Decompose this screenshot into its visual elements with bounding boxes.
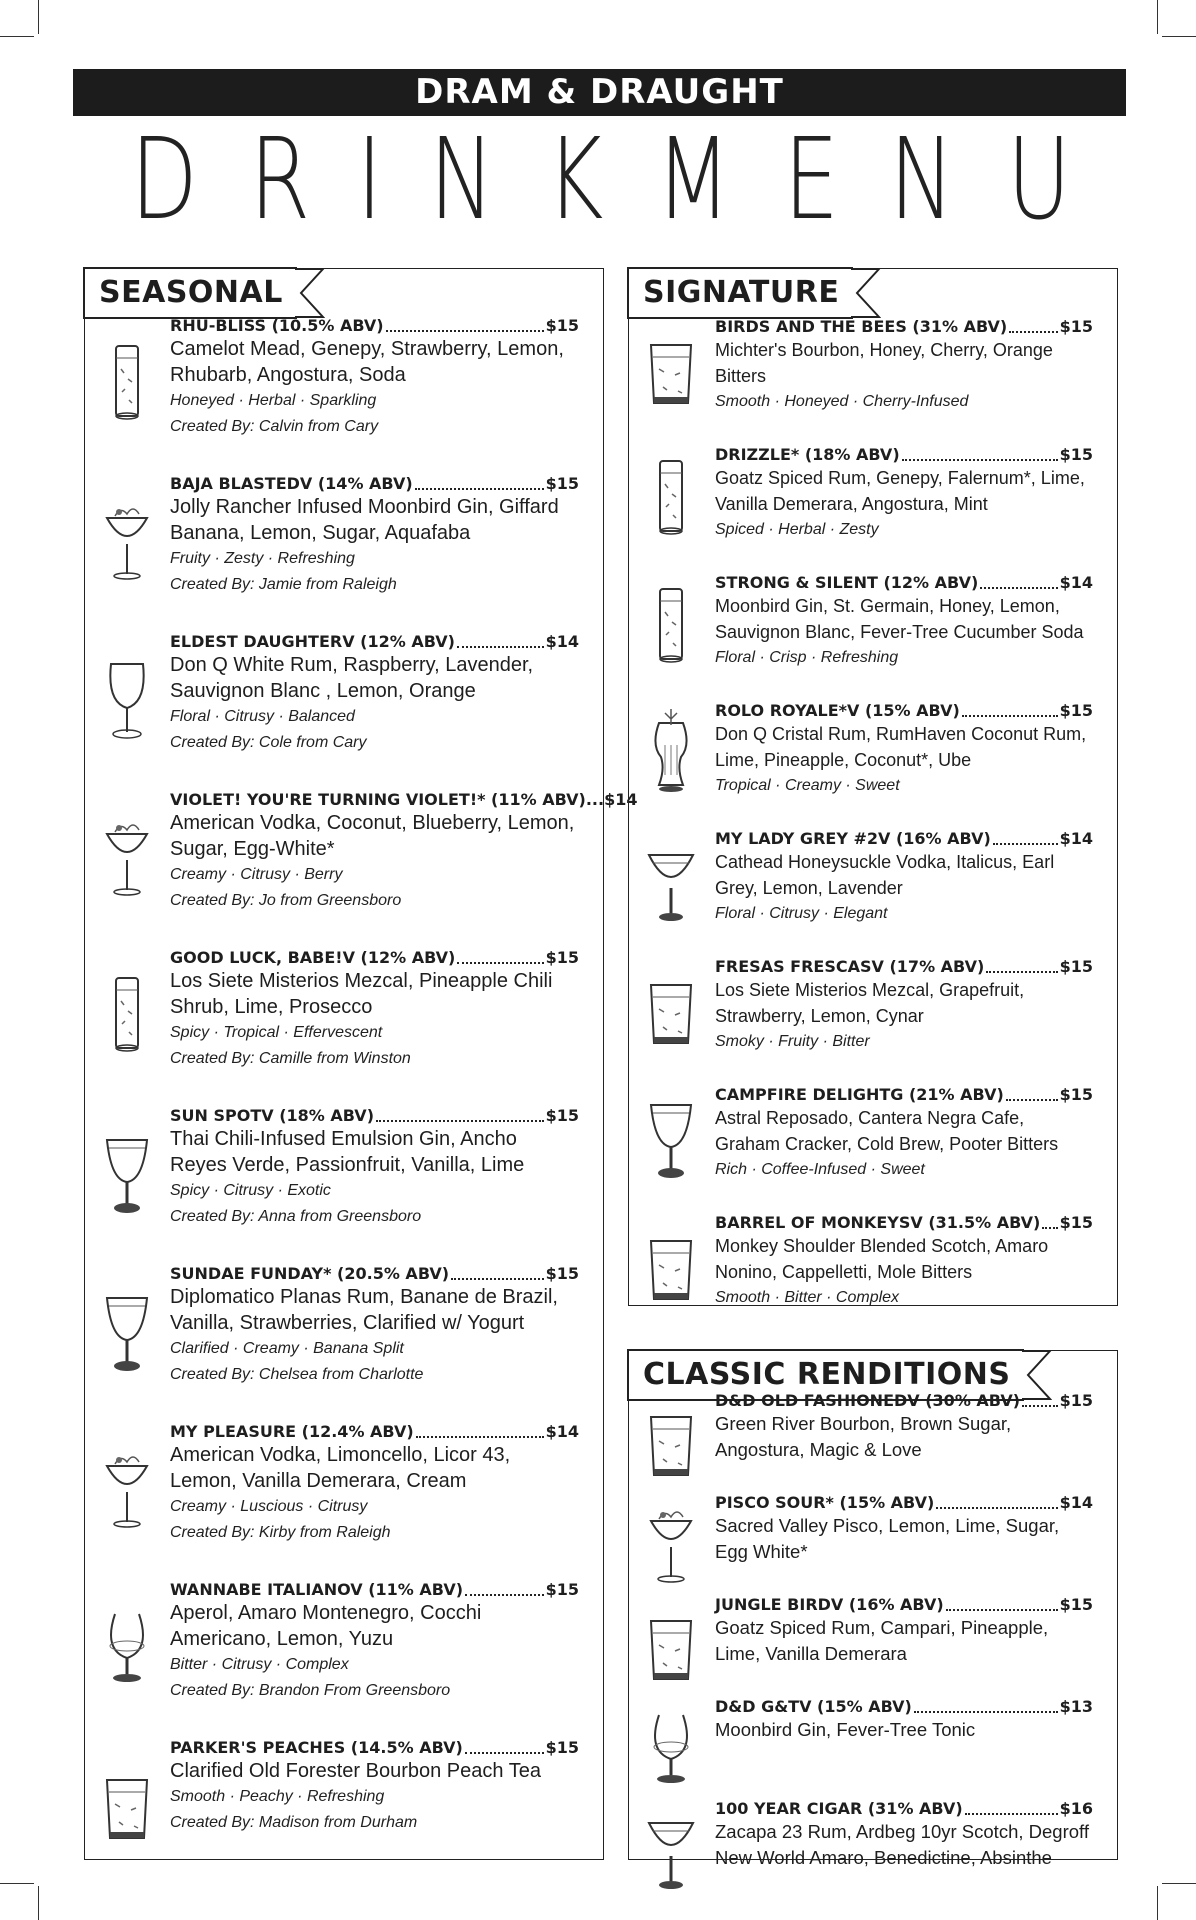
menu-item-creator: Created By: Chelsea from Charlotte bbox=[170, 1366, 424, 1383]
menu-item-description: Monkey Shoulder Blended Scotch, Amaro Nonino, Cappelletti, Mole Bitters bbox=[715, 1236, 1049, 1282]
dot-leader bbox=[902, 459, 1058, 461]
menu-item-heading bbox=[715, 317, 1093, 337]
menu-item-tasting-notes: Floral · Crisp · Refreshing bbox=[715, 649, 899, 666]
menu-item-description: Diplomatico Planas Rum, Banane de Brazil, Vanilla, Strawberries, Clarified w/ Yogurt bbox=[170, 1286, 558, 1334]
dot-leader bbox=[993, 843, 1058, 845]
menu-item-tasting-notes: Floral · Citrusy · Elegant bbox=[715, 905, 888, 922]
menu-item-price: $15 bbox=[1059, 1391, 1093, 1410]
dot-leader bbox=[457, 962, 543, 964]
menu-item-tasting-notes: Floral · Citrusy · Balanced bbox=[170, 708, 355, 725]
menu-title-letter: K bbox=[545, 114, 603, 245]
dot-leader bbox=[416, 1436, 544, 1438]
collins-glass-icon bbox=[101, 334, 153, 430]
menu-item-name: MY LADY GREY #2V (16% ABV) bbox=[715, 829, 991, 848]
menu-item-name: 100 YEAR CIGAR (31% ABV) bbox=[715, 1799, 963, 1818]
menu-item-description: Zacapa 23 Rum, Ardbeg 10yr Scotch, Degroff New World Amaro, Benedictine, Absinthe bbox=[715, 1821, 1089, 1868]
menu-item-tasting-notes: Bitter · Citrusy · Complex bbox=[170, 1656, 349, 1673]
collins-glass-icon bbox=[101, 966, 153, 1062]
dot-leader bbox=[962, 715, 1058, 717]
menu-item-creator: Created By: Brandon From Greensboro bbox=[170, 1682, 451, 1699]
collins-glass-icon bbox=[645, 577, 697, 673]
crop-mark bbox=[1162, 36, 1196, 37]
signature-section bbox=[628, 268, 1118, 1306]
menu-item-price: $15 bbox=[545, 1738, 579, 1757]
menu-item-price: $14 bbox=[1059, 829, 1093, 848]
menu-item-heading bbox=[715, 1799, 1093, 1819]
menu-item-heading bbox=[715, 1493, 1093, 1513]
menu-item-name: WANNABE ITALIANOV (11% ABV) bbox=[170, 1580, 464, 1599]
menu-item-name: VIOLET! YOU'RE TURNING VIOLET!* (11% ABV)...$14 bbox=[170, 790, 638, 809]
menu-item-name: MY PLEASURE (12.4% ABV) bbox=[170, 1422, 414, 1441]
menu-item-creator: Created By: Jo from Greensboro bbox=[170, 892, 402, 909]
menu-item-heading bbox=[170, 948, 579, 968]
menu-item-heading bbox=[170, 632, 579, 652]
menu-item-tasting-notes: Smoky · Fruity · Bitter bbox=[715, 1033, 870, 1050]
hurricane-glass-icon bbox=[645, 705, 697, 801]
coupe-garnish-glass-icon bbox=[101, 492, 153, 588]
menu-item-heading bbox=[715, 957, 1093, 977]
menu-item-description: Goatz Spiced Rum, Campari, Pineapple, Lime, Vanilla Demerara bbox=[715, 1617, 1049, 1664]
coupe-glass-icon bbox=[645, 833, 697, 929]
nick-nora-glass-icon bbox=[101, 1124, 153, 1220]
dot-leader bbox=[1022, 1405, 1058, 1407]
menu-item-description: Moonbird Gin, Fever-Tree Tonic bbox=[715, 1719, 976, 1740]
menu-item-description: Jolly Rancher Infused Moonbird Gin, Giffard Banana, Lemon, Sugar, Aquafaba bbox=[170, 496, 559, 544]
menu-item-description: Goatz Spiced Rum, Genepy, Falernum*, Lime, Vanilla Demerara, Angostura, Mint bbox=[715, 468, 1085, 514]
crop-mark bbox=[1157, 1886, 1158, 1920]
menu-item-creator: Created By: Cole from Cary bbox=[170, 734, 367, 751]
dot-leader bbox=[465, 1594, 544, 1596]
menu-item-heading bbox=[715, 1595, 1093, 1615]
rocks-glass-icon bbox=[645, 1393, 697, 1489]
crop-mark bbox=[1162, 1883, 1196, 1884]
menu-item-price: $14 bbox=[1059, 1493, 1093, 1512]
menu-title-letter: N bbox=[889, 114, 955, 245]
dot-leader bbox=[946, 1609, 1058, 1611]
menu-item-heading bbox=[170, 1106, 579, 1126]
menu-item-tasting-notes: Honeyed · Herbal · Sparkling bbox=[170, 392, 377, 409]
menu-item-description: Don Q Cristal Rum, RumHaven Coconut Rum, Lime, Pineapple, Coconut*, Ube bbox=[715, 724, 1087, 770]
menu-item-tasting-notes: Smooth · Peachy · Refreshing bbox=[170, 1788, 385, 1805]
dot-leader bbox=[1009, 331, 1057, 333]
menu-item-heading bbox=[715, 1213, 1093, 1233]
snifter-glass-icon bbox=[101, 1598, 153, 1694]
menu-item-name: GOOD LUCK, BABE!V (12% ABV) bbox=[170, 948, 456, 967]
menu-title-letter: I bbox=[356, 114, 383, 245]
menu-item-name: ELDEST DAUGHTERV (12% ABV) bbox=[170, 632, 455, 651]
menu-item-name: BAJA BLASTEDV (14% ABV) bbox=[170, 474, 413, 493]
menu-item-name: SUN SPOTV (18% ABV) bbox=[170, 1106, 374, 1125]
crop-mark bbox=[0, 36, 34, 37]
dot-leader bbox=[936, 1507, 1057, 1509]
menu-item-tasting-notes: Spicy · Tropical · Effervescent bbox=[170, 1024, 383, 1041]
menu-item-tasting-notes: Clarified · Creamy · Banana Split bbox=[170, 1340, 404, 1357]
dot-leader bbox=[980, 587, 1057, 589]
wine-glass-icon bbox=[101, 650, 153, 746]
menu-item-name: JUNGLE BIRDV (16% ABV) bbox=[715, 1595, 944, 1614]
menu-item-creator: Created By: Madison from Durham bbox=[170, 1814, 418, 1831]
menu-item-name: BIRDS AND THE BEES (31% ABV) bbox=[715, 317, 1008, 336]
menu-title-letter: N bbox=[429, 114, 495, 245]
menu-item-heading bbox=[715, 829, 1093, 849]
menu-title-letter: U bbox=[1006, 114, 1071, 245]
menu-item-tasting-notes: Smooth · Honeyed · Cherry-Infused bbox=[715, 393, 969, 410]
coupe-garnish-glass-icon bbox=[645, 1495, 697, 1591]
rocks-glass-icon bbox=[645, 961, 697, 1057]
signature-section-tab bbox=[627, 267, 853, 319]
menu-item-creator: Created By: Calvin from Cary bbox=[170, 418, 379, 435]
seasonal-section-title: SEASONAL bbox=[99, 275, 283, 310]
restaurant-name-banner: DRAM & DRAUGHT bbox=[73, 69, 1126, 116]
coupe-garnish-glass-icon bbox=[101, 808, 153, 904]
menu-title-letter: M bbox=[655, 114, 731, 245]
menu-item-tasting-notes: Creamy · Citrusy · Berry bbox=[170, 866, 343, 883]
seasonal-section-tab bbox=[83, 267, 297, 319]
signature-section-title: SIGNATURE bbox=[643, 275, 840, 310]
dot-leader bbox=[1006, 1099, 1058, 1101]
menu-item-price: $15 bbox=[1059, 317, 1093, 336]
nick-nora-glass-icon bbox=[645, 1089, 697, 1185]
dot-leader bbox=[1042, 1227, 1057, 1229]
menu-title-letter: R bbox=[249, 114, 311, 245]
menu-item-heading bbox=[715, 1391, 1093, 1411]
menu-item-heading bbox=[170, 1264, 579, 1284]
classic-section-title: CLASSIC RENDITIONS bbox=[643, 1357, 1011, 1392]
menu-item-creator: Created By: Anna from Greensboro bbox=[170, 1208, 422, 1225]
crop-mark bbox=[0, 1883, 34, 1884]
menu-item-name: ROLO ROYALE*V (15% ABV) bbox=[715, 701, 960, 720]
rocks-glass-icon bbox=[645, 1217, 697, 1313]
menu-item-heading bbox=[170, 790, 638, 810]
menu-item-tasting-notes: Fruity · Zesty · Refreshing bbox=[170, 550, 355, 567]
menu-item-price: $15 bbox=[1059, 1595, 1093, 1614]
menu-item-description: American Vodka, Limoncello, Licor 43, Lemon, Vanilla Demerara, Cream bbox=[170, 1444, 511, 1492]
menu-item-heading bbox=[715, 701, 1093, 721]
menu-item-price: $15 bbox=[1059, 701, 1093, 720]
menu-item-price: $14 bbox=[545, 1422, 579, 1441]
menu-item-price: $15 bbox=[545, 1580, 579, 1599]
menu-item-description: American Vodka, Coconut, Blueberry, Lemon, Sugar, Egg-White* bbox=[170, 812, 575, 860]
coupe-glass-icon bbox=[645, 1801, 697, 1897]
menu-item-heading bbox=[715, 1085, 1093, 1105]
crop-mark bbox=[1157, 0, 1158, 34]
menu-item-creator: Created By: Camille from Winston bbox=[170, 1050, 411, 1067]
menu-item-description: Cathead Honeysuckle Vodka, Italicus, Earl Grey, Lemon, Lavender bbox=[715, 852, 1055, 898]
seasonal-section bbox=[84, 268, 638, 1860]
menu-item-description: Los Siete Misterios Mezcal, Pineapple Chili Shrub, Lime, Prosecco bbox=[170, 970, 553, 1018]
menu-item-creator: Created By: Jamie from Raleigh bbox=[170, 576, 397, 593]
menu-item-price: $15 bbox=[545, 948, 579, 967]
menu-item-description: Aperol, Amaro Montenegro, Cocchi Americano, Lemon, Yuzu bbox=[170, 1602, 482, 1650]
menu-item-name: RHU-BLISS (10.5% ABV) bbox=[170, 316, 384, 335]
menu-item-description: Don Q White Rum, Raspberry, Lavender, Sauvignon Blanc , Lemon, Orange bbox=[170, 654, 534, 702]
menu-item-name: PARKER'S PEACHES (14.5% ABV) bbox=[170, 1738, 463, 1757]
dot-leader bbox=[465, 1752, 544, 1754]
dot-leader bbox=[986, 971, 1057, 973]
menu-item-heading bbox=[715, 1697, 1093, 1717]
menu-item-description: Moonbird Gin, St. Germain, Honey, Lemon, Sauvignon Blanc, Fever-Tree Cucumber Soda bbox=[715, 596, 1084, 642]
menu-title-letter: E bbox=[783, 114, 839, 245]
collins-glass-icon bbox=[645, 449, 697, 545]
tab-arrow-icon bbox=[851, 267, 881, 319]
menu-item-description: Los Siete Misterios Mezcal, Grapefruit, Strawberry, Lemon, Cynar bbox=[715, 980, 1025, 1026]
menu-item-price: $13 bbox=[1059, 1697, 1093, 1716]
menu-item-tasting-notes: Spicy · Citrusy · Exotic bbox=[170, 1182, 331, 1199]
menu-title bbox=[73, 114, 1126, 245]
menu-item-price: $15 bbox=[545, 1264, 579, 1283]
menu-item-name: CAMPFIRE DELIGHTG (21% ABV) bbox=[715, 1085, 1004, 1104]
menu-item-tasting-notes: Creamy · Luscious · Citrusy bbox=[170, 1498, 368, 1515]
dot-leader bbox=[457, 646, 544, 648]
menu-item-name: BARREL OF MONKEYSV (31.5% ABV) bbox=[715, 1213, 1041, 1232]
menu-item-price: $15 bbox=[545, 474, 579, 493]
menu-item-tasting-notes: Rich · Coffee-Infused · Sweet bbox=[715, 1161, 925, 1178]
menu-item-description: Camelot Mead, Genepy, Strawberry, Lemon, Rhubarb, Angostura, Soda bbox=[170, 338, 564, 386]
menu-item-heading bbox=[170, 474, 579, 494]
menu-item-price: $15 bbox=[545, 316, 579, 335]
menu-item-heading bbox=[715, 573, 1093, 593]
menu-item-name: FRESAS FRESCASV (17% ABV) bbox=[715, 957, 985, 976]
classic-renditions-section bbox=[628, 1350, 1118, 1868]
menu-item-tasting-notes: Smooth · Bitter · Complex bbox=[715, 1289, 900, 1306]
menu-title-letter: D bbox=[130, 114, 198, 245]
menu-item-name: PISCO SOUR* (15% ABV) bbox=[715, 1493, 935, 1512]
menu-item-description: Michter's Bourbon, Honey, Cherry, Orange Bitters bbox=[715, 340, 1053, 386]
tab-arrow-icon bbox=[295, 267, 325, 319]
menu-item-price: $14 bbox=[1059, 573, 1093, 592]
menu-item-price: $15 bbox=[1059, 957, 1093, 976]
crop-mark bbox=[38, 1886, 39, 1920]
menu-item-price: $15 bbox=[1059, 1213, 1093, 1232]
menu-item-name: SUNDAE FUNDAY* (20.5% ABV) bbox=[170, 1264, 450, 1283]
menu-item-name: D&D G&TV (15% ABV) bbox=[715, 1697, 912, 1716]
menu-item-creator: Created By: Kirby from Raleigh bbox=[170, 1524, 391, 1541]
menu-item-description: Green River Bourbon, Brown Sugar, Angostura, Magic & Love bbox=[715, 1413, 1012, 1460]
menu-item-heading bbox=[170, 1580, 579, 1600]
menu-item-description: Thai Chili-Infused Emulsion Gin, Ancho Reyes Verde, Passionfruit, Vanilla, Lime bbox=[170, 1128, 525, 1176]
menu-item-description: Sacred Valley Pisco, Lemon, Lime, Sugar, Egg White* bbox=[715, 1515, 1060, 1562]
coupe-garnish-glass-icon bbox=[101, 1440, 153, 1536]
menu-item-heading bbox=[715, 445, 1093, 465]
menu-item-tasting-notes: Spiced · Herbal · Zesty bbox=[715, 521, 879, 538]
dot-leader bbox=[415, 488, 544, 490]
dot-leader bbox=[376, 1120, 544, 1122]
menu-item-name: DRIZZLE* (18% ABV) bbox=[715, 445, 900, 464]
menu-item-name: STRONG & SILENT (12% ABV) bbox=[715, 573, 979, 592]
menu-item-price: $16 bbox=[1059, 1799, 1093, 1818]
menu-item-heading bbox=[170, 316, 579, 336]
menu-item-name: D&D OLD FASHIONEDV (30% ABV) bbox=[715, 1391, 1021, 1410]
rocks-glass-icon bbox=[645, 1597, 697, 1693]
menu-item-description: Astral Reposado, Cantera Negra Cafe, Graham Cracker, Cold Brew, Pooter Bitters bbox=[715, 1108, 1059, 1154]
dot-leader bbox=[914, 1711, 1058, 1713]
menu-item-price: $15 bbox=[545, 1106, 579, 1125]
menu-item-heading bbox=[170, 1738, 579, 1758]
rocks-glass-icon bbox=[645, 321, 697, 417]
menu-item-tasting-notes: Tropical · Creamy · Sweet bbox=[715, 777, 900, 794]
menu-item-description: Clarified Old Forester Bourbon Peach Tea bbox=[170, 1760, 541, 1782]
menu-item-heading bbox=[170, 1422, 579, 1442]
crop-mark bbox=[38, 0, 39, 34]
dot-leader bbox=[386, 330, 544, 332]
menu-item-price: $14 bbox=[545, 632, 579, 651]
menu-item-price: $15 bbox=[1059, 1085, 1093, 1104]
nick-nora-glass-icon bbox=[101, 1282, 153, 1378]
dot-leader bbox=[451, 1278, 544, 1280]
snifter-glass-icon bbox=[645, 1699, 697, 1795]
dot-leader bbox=[965, 1813, 1058, 1815]
menu-item-price: $15 bbox=[1059, 445, 1093, 464]
rocks-glass-icon bbox=[101, 1756, 153, 1852]
